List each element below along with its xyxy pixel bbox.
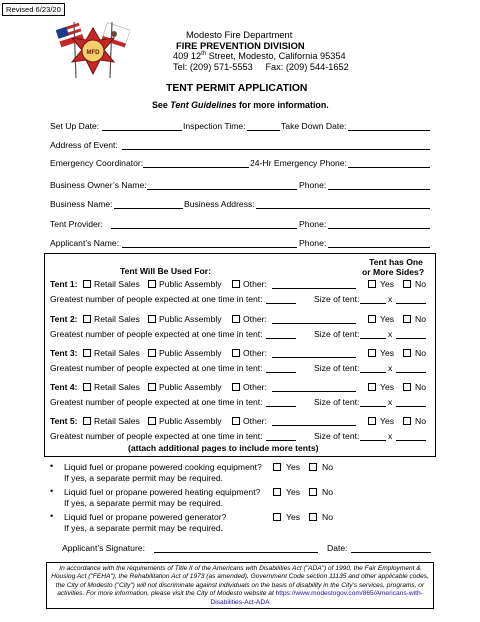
- tent-5-sides-yes-checkbox[interactable]: [368, 417, 376, 425]
- tent-3-retail-label: Retail Sales: [94, 348, 140, 358]
- tent-3-label: Tent 3:: [50, 348, 78, 358]
- tent-2-retail-label: Retail Sales: [94, 314, 140, 324]
- emergency-phone-label: 24-Hr Emergency Phone:: [250, 158, 347, 168]
- fuel-1-yes-checkbox[interactable]: [273, 463, 281, 471]
- tent-3-retail-checkbox[interactable]: [83, 349, 91, 357]
- emergency-coordinator-label: Emergency Coordinator:: [50, 158, 144, 168]
- tent-4-retail-checkbox[interactable]: [83, 383, 91, 391]
- applicant-name-field[interactable]: [122, 247, 297, 248]
- date-label: Date:: [327, 543, 348, 553]
- tent-1-public-checkbox[interactable]: [148, 280, 156, 288]
- event-address-field[interactable]: [122, 149, 430, 150]
- owner-name-field[interactable]: [147, 189, 297, 190]
- tent-provider-field[interactable]: [111, 228, 297, 229]
- tent-provider-label: Tent Provider:: [50, 219, 104, 229]
- tent-5-sides-yes-label: Yes: [380, 416, 395, 426]
- tent-2-other-field[interactable]: [272, 323, 356, 324]
- fuel-2-note: If yes, a separate permit may be required.: [64, 498, 224, 508]
- tent-3-other-field[interactable]: [272, 357, 356, 358]
- fuel-1-no-checkbox[interactable]: [309, 463, 317, 471]
- provider-phone-label: Phone:: [299, 219, 327, 229]
- fuel-2-bullet: •: [50, 486, 54, 496]
- business-name-field[interactable]: [114, 208, 183, 209]
- tent-4-label: Tent 4:: [50, 382, 78, 392]
- tent-5-sides-no-checkbox[interactable]: [403, 417, 411, 425]
- tent-2-sides-no-label: No: [415, 314, 426, 324]
- tent-4-public-label: Public Assembly: [159, 382, 222, 392]
- tent-3-size-x: x: [388, 363, 393, 373]
- tent-4-size-x: x: [388, 397, 393, 407]
- emergency-phone-field[interactable]: [348, 167, 430, 168]
- owner-phone-field[interactable]: [328, 189, 430, 190]
- fuel-3-no-label: No: [322, 512, 333, 522]
- tent-5-size-width-field[interactable]: [360, 440, 386, 441]
- tent-1-sides-yes-label: Yes: [380, 279, 395, 289]
- applicant-phone-field[interactable]: [328, 247, 430, 248]
- tent-5-other-checkbox[interactable]: [232, 417, 240, 425]
- fuel-3-note: If yes, a separate permit may be required.: [64, 523, 224, 533]
- tent-3-other-label: Other:: [243, 348, 267, 358]
- fuel-2-no-label: No: [322, 487, 333, 497]
- tent-5-size-length-field[interactable]: [396, 440, 426, 441]
- fuel-3-no-checkbox[interactable]: [309, 513, 317, 521]
- tent-4-public-checkbox[interactable]: [148, 383, 156, 391]
- ada-link[interactable]: https://www.modestogov.com/865/Americans-with-Disabilities-Act-ADA: [210, 590, 423, 606]
- fuel-1-bullet: •: [50, 461, 54, 471]
- tent-3-people-field[interactable]: [266, 372, 296, 373]
- tent-5-size-x: x: [388, 431, 393, 441]
- tent-4-size-width-field[interactable]: [360, 406, 386, 407]
- owner-name-label: Business Owner’s Name:: [50, 180, 147, 190]
- tent-3-sides-yes-label: Yes: [380, 348, 395, 358]
- tent-1-sides-no-label: No: [415, 279, 426, 289]
- tent-1-retail-label: Retail Sales: [94, 279, 140, 289]
- tent-3-public-label: Public Assembly: [159, 348, 222, 358]
- tent-1-other-label: Other:: [243, 279, 267, 289]
- tent-sides-heading: Tent has One or More Sides?: [362, 257, 425, 277]
- tent-2-other-checkbox[interactable]: [232, 315, 240, 323]
- tent-5-retail-checkbox[interactable]: [83, 417, 91, 425]
- tent-4-sides-yes-checkbox[interactable]: [368, 383, 376, 391]
- tent-5-retail-label: Retail Sales: [94, 416, 140, 426]
- tent-4-sides-no-checkbox[interactable]: [403, 383, 411, 391]
- fuel-1-question: Liquid fuel or propane powered cooking equipment?: [64, 462, 262, 472]
- tent-4-other-checkbox[interactable]: [232, 383, 240, 391]
- signature-date-field[interactable]: [351, 552, 431, 553]
- fuel-3-yes-label: Yes: [286, 512, 301, 522]
- tent-5-people-field[interactable]: [266, 440, 296, 441]
- tent-5-public-label: Public Assembly: [159, 416, 222, 426]
- business-address-field[interactable]: [256, 208, 430, 209]
- tent-1-size-width-field[interactable]: [360, 303, 386, 304]
- revised-label: Revised 6/23/20: [2, 3, 65, 16]
- tent-1-sides-yes-checkbox[interactable]: [368, 280, 376, 288]
- tent-3-sides-yes-checkbox[interactable]: [368, 349, 376, 357]
- applicant-phone-label: Phone:: [299, 238, 327, 248]
- tent-4-size-length-field[interactable]: [396, 406, 426, 407]
- fuel-3-question: Liquid fuel or propane powered generator?: [64, 512, 227, 522]
- fuel-2-yes-label: Yes: [286, 487, 301, 497]
- form-title: TENT PERMIT APPLICATION: [166, 83, 308, 94]
- tent-1-size-x: x: [388, 294, 393, 304]
- tent-3-size-label: Size of tent:: [314, 363, 360, 373]
- tent-1-sides-no-checkbox[interactable]: [403, 280, 411, 288]
- tent-5-sides-no-label: No: [415, 416, 426, 426]
- tent-2-greatest-label: Greatest number of people expected at one time in tent:: [50, 329, 263, 339]
- tent-3-sides-no-label: No: [415, 348, 426, 358]
- tent-5-label: Tent 5:: [50, 416, 78, 426]
- tent-1-other-field[interactable]: [272, 288, 356, 289]
- takedown-date-field[interactable]: [348, 130, 430, 131]
- tent-4-greatest-label: Greatest number of people expected at one time in tent:: [50, 397, 263, 407]
- fuel-1-no-label: No: [322, 462, 333, 472]
- tent-4-other-field[interactable]: [272, 391, 356, 392]
- tent-4-people-field[interactable]: [266, 406, 296, 407]
- tent-3-sides-no-checkbox[interactable]: [403, 349, 411, 357]
- tent-3-size-width-field[interactable]: [360, 372, 386, 373]
- department-phones: Tel: (209) 571-5553 Fax: (209) 544-1652: [173, 62, 349, 72]
- tent-5-other-label: Other:: [243, 416, 267, 426]
- tent-5-greatest-label: Greatest number of people expected at one time in tent:: [50, 431, 263, 441]
- tent-4-other-label: Other:: [243, 382, 267, 392]
- setup-date-field[interactable]: [102, 130, 182, 131]
- tent-3-size-length-field[interactable]: [396, 372, 426, 373]
- tent-2-people-field[interactable]: [266, 338, 296, 339]
- fuel-2-yes-checkbox[interactable]: [273, 488, 281, 496]
- tent-3-greatest-label: Greatest number of people expected at one time in tent:: [50, 363, 263, 373]
- tent-3-public-checkbox[interactable]: [148, 349, 156, 357]
- tent-1-greatest-label: Greatest number of people expected at one time in tent:: [50, 294, 263, 304]
- tent-4-sides-yes-label: Yes: [380, 382, 395, 392]
- tent-1-retail-checkbox[interactable]: [83, 280, 91, 288]
- tent-used-for-heading: Tent Will Be Used For:: [120, 266, 211, 276]
- tent-4-size-label: Size of tent:: [314, 397, 360, 407]
- tent-1-people-field[interactable]: [266, 303, 296, 304]
- attach-note: (attach additional pages to include more tents): [128, 443, 319, 453]
- owner-phone-label: Phone:: [299, 180, 327, 190]
- tent-1-public-label: Public Assembly: [159, 279, 222, 289]
- tent-2-public-label: Public Assembly: [159, 314, 222, 324]
- tent-1-size-label: Size of tent:: [314, 294, 360, 304]
- emergency-coordinator-field[interactable]: [143, 167, 249, 168]
- fuel-2-question: Liquid fuel or propane powered heating equipment?: [64, 487, 261, 497]
- tent-2-sides-no-checkbox[interactable]: [403, 315, 411, 323]
- fuel-3-bullet: •: [50, 511, 54, 521]
- tent-2-sides-yes-label: Yes: [380, 314, 395, 324]
- tent-2-size-label: Size of tent:: [314, 329, 360, 339]
- provider-phone-field[interactable]: [328, 228, 430, 229]
- tent-2-size-x: x: [388, 329, 393, 339]
- tent-5-other-field[interactable]: [272, 425, 356, 426]
- business-name-label: Business Name:: [50, 199, 113, 209]
- inspection-time-field[interactable]: [247, 130, 280, 131]
- inspection-time-label: Inspection Time:: [183, 121, 246, 131]
- tent-1-size-length-field[interactable]: [396, 303, 426, 304]
- event-address-label: Address of Event:: [50, 140, 118, 150]
- fuel-1-yes-label: Yes: [286, 462, 301, 472]
- department-name: Modesto Fire Department: [186, 29, 293, 40]
- guidelines-note: See Tent Guidelines for more information.: [152, 100, 329, 110]
- tent-3-other-checkbox[interactable]: [232, 349, 240, 357]
- business-address-label: Business Address:: [184, 199, 255, 209]
- signature-label: Applicant’s Signature:: [62, 543, 145, 553]
- setup-date-label: Set Up Date:: [50, 121, 100, 131]
- fuel-3-yes-checkbox[interactable]: [273, 513, 281, 521]
- department-logo: [56, 18, 130, 82]
- department-address: 409 12th Street, Modesto, California 95354: [173, 51, 346, 62]
- tent-2-size-width-field[interactable]: [360, 338, 386, 339]
- tent-2-size-length-field[interactable]: [396, 338, 426, 339]
- tent-2-retail-checkbox[interactable]: [83, 315, 91, 323]
- tent-5-size-label: Size of tent:: [314, 431, 360, 441]
- tent-2-other-label: Other:: [243, 314, 267, 324]
- svg-text:MFD: MFD: [86, 50, 100, 56]
- division-name: FIRE PREVENTION DIVISION: [176, 40, 305, 51]
- tent-2-sides-yes-checkbox[interactable]: [368, 315, 376, 323]
- ada-notice: In accordance with the requirements of Title II of the Americans with Disabilities Act ("ADA") of 1990, the Fair Employment & Housing Act ("FEHA"), the Rehabilitation Act of 1973 (as amended), Government Code section 11135 and other applicable codes, the City of Modesto ("City") will not discriminate against individuals on the basis of disability in the City's services, programs, or activities. For more information, please visit the City of Modesto website at https://www.modestogov.com/865/Americans-with-Disabilities-Act-ADA: [46, 562, 434, 609]
- fuel-1-note: If yes, a separate permit may be required.: [64, 473, 224, 483]
- tent-4-retail-label: Retail Sales: [94, 382, 140, 392]
- tent-2-public-checkbox[interactable]: [148, 315, 156, 323]
- takedown-date-label: Take Down Date:: [281, 121, 347, 131]
- tent-5-public-checkbox[interactable]: [148, 417, 156, 425]
- applicant-name-label: Applicant’s Name:: [50, 238, 120, 248]
- tent-1-other-checkbox[interactable]: [232, 280, 240, 288]
- signature-field[interactable]: [154, 552, 318, 553]
- fuel-2-no-checkbox[interactable]: [309, 488, 317, 496]
- tent-2-label: Tent 2:: [50, 314, 78, 324]
- tent-1-label: Tent 1:: [50, 279, 78, 289]
- tent-4-sides-no-label: No: [415, 382, 426, 392]
